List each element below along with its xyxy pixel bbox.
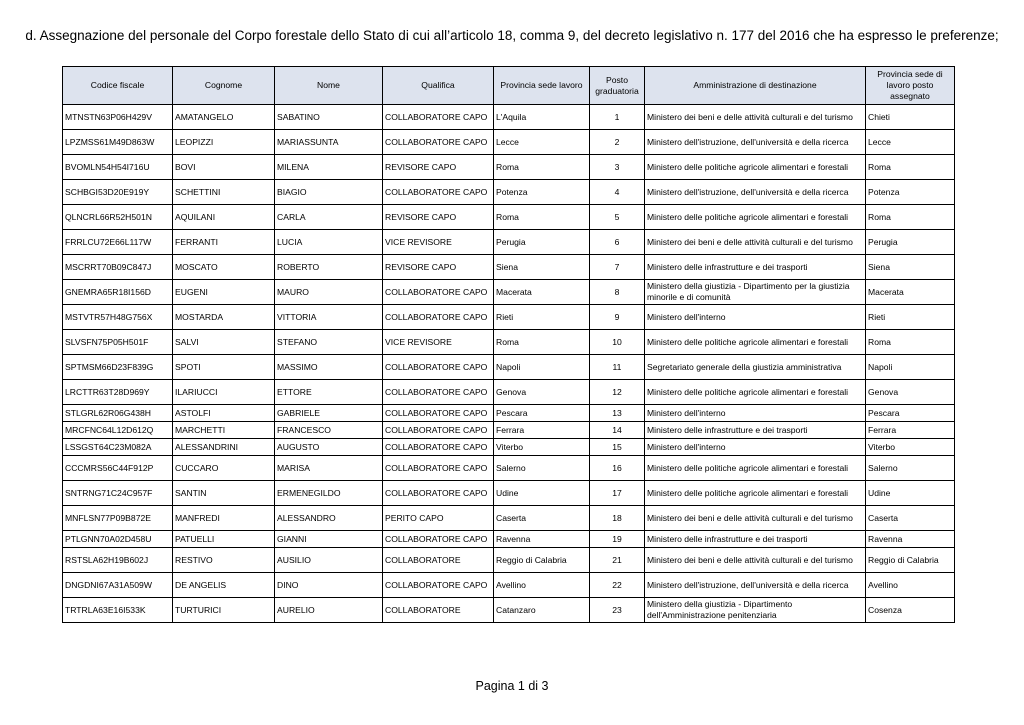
cell-posto-graduatoria: 15 bbox=[590, 439, 645, 456]
cell-qualifica: COLLABORATORE CAPO bbox=[383, 573, 494, 598]
cell-posto-graduatoria: 6 bbox=[590, 230, 645, 255]
cell-amministrazione: Ministero della giustizia - Dipartimento per la giustizia minorile e di comunità bbox=[645, 280, 866, 305]
cell-codice-fiscale: LSSGST64C23M082A bbox=[63, 439, 173, 456]
cell-amministrazione: Ministero dei beni e delle attività culturali e del turismo bbox=[645, 506, 866, 531]
cell-provincia-sede-lavoro: Roma bbox=[494, 155, 590, 180]
cell-qualifica: REVISORE CAPO bbox=[383, 205, 494, 230]
cell-provincia-sede-lavoro: L'Aquila bbox=[494, 105, 590, 130]
cell-cognome: SANTIN bbox=[173, 481, 275, 506]
header-nome: Nome bbox=[275, 67, 383, 105]
cell-provincia-posto-assegnato: Roma bbox=[866, 205, 955, 230]
cell-cognome: MANFREDI bbox=[173, 506, 275, 531]
cell-amministrazione: Ministero delle politiche agricole alimentari e forestali bbox=[645, 380, 866, 405]
cell-nome: SABATINO bbox=[275, 105, 383, 130]
header-qualifica: Qualifica bbox=[383, 67, 494, 105]
cell-qualifica: COLLABORATORE CAPO bbox=[383, 380, 494, 405]
cell-codice-fiscale: MSTVTR57H48G756X bbox=[63, 305, 173, 330]
cell-cognome: MOSCATO bbox=[173, 255, 275, 280]
cell-nome: CARLA bbox=[275, 205, 383, 230]
cell-provincia-sede-lavoro: Ravenna bbox=[494, 531, 590, 548]
cell-codice-fiscale: STLGRL62R06G438H bbox=[63, 405, 173, 422]
cell-provincia-posto-assegnato: Rieti bbox=[866, 305, 955, 330]
cell-posto-graduatoria: 19 bbox=[590, 531, 645, 548]
cell-codice-fiscale: SPTMSM66D23F839G bbox=[63, 355, 173, 380]
cell-provincia-posto-assegnato: Perugia bbox=[866, 230, 955, 255]
cell-codice-fiscale: SCHBGI53D20E919Y bbox=[63, 180, 173, 205]
assignment-table bbox=[62, 66, 955, 623]
cell-codice-fiscale: LRCTTR63T28D969Y bbox=[63, 380, 173, 405]
header-posto-graduatoria: Posto graduatoria bbox=[590, 67, 645, 105]
cell-amministrazione: Ministero dei beni e delle attività culturali e del turismo bbox=[645, 548, 866, 573]
cell-qualifica: COLLABORATORE CAPO bbox=[383, 180, 494, 205]
cell-amministrazione: Ministero dell'istruzione, dell'università e della ricerca bbox=[645, 180, 866, 205]
cell-posto-graduatoria: 1 bbox=[590, 105, 645, 130]
cell-qualifica: COLLABORATORE CAPO bbox=[383, 531, 494, 548]
cell-provincia-posto-assegnato: Chieti bbox=[866, 105, 955, 130]
cell-nome: GIANNI bbox=[275, 531, 383, 548]
cell-nome: MARISA bbox=[275, 456, 383, 481]
cell-provincia-sede-lavoro: Pescara bbox=[494, 405, 590, 422]
table-body bbox=[63, 105, 955, 623]
table-row bbox=[63, 405, 955, 422]
cell-provincia-posto-assegnato: Roma bbox=[866, 155, 955, 180]
cell-provincia-sede-lavoro: Catanzaro bbox=[494, 598, 590, 623]
cell-amministrazione: Ministero delle politiche agricole alimentari e forestali bbox=[645, 456, 866, 481]
table-row bbox=[63, 598, 955, 623]
cell-provincia-posto-assegnato: Caserta bbox=[866, 506, 955, 531]
table-row bbox=[63, 280, 955, 305]
cell-cognome: FERRANTI bbox=[173, 230, 275, 255]
cell-codice-fiscale: TRTRLA63E16I533K bbox=[63, 598, 173, 623]
cell-qualifica: COLLABORATORE CAPO bbox=[383, 305, 494, 330]
table-header-row bbox=[63, 67, 955, 105]
table-row bbox=[63, 531, 955, 548]
table-row bbox=[63, 230, 955, 255]
cell-amministrazione: Ministero dell'istruzione, dell'università e della ricerca bbox=[645, 130, 866, 155]
cell-cognome: EUGENI bbox=[173, 280, 275, 305]
cell-posto-graduatoria: 7 bbox=[590, 255, 645, 280]
cell-amministrazione: Ministero delle politiche agricole alimentari e forestali bbox=[645, 330, 866, 355]
cell-posto-graduatoria: 21 bbox=[590, 548, 645, 573]
table-row bbox=[63, 506, 955, 531]
cell-cognome: SPOTI bbox=[173, 355, 275, 380]
cell-posto-graduatoria: 22 bbox=[590, 573, 645, 598]
table-row bbox=[63, 330, 955, 355]
cell-codice-fiscale: MSCRRT70B09C847J bbox=[63, 255, 173, 280]
cell-nome: MAURO bbox=[275, 280, 383, 305]
cell-amministrazione: Segretariato generale della giustizia amministrativa bbox=[645, 355, 866, 380]
cell-qualifica: COLLABORATORE bbox=[383, 548, 494, 573]
cell-posto-graduatoria: 23 bbox=[590, 598, 645, 623]
cell-cognome: AQUILANI bbox=[173, 205, 275, 230]
cell-qualifica: COLLABORATORE CAPO bbox=[383, 439, 494, 456]
cell-nome: MILENA bbox=[275, 155, 383, 180]
cell-cognome: MARCHETTI bbox=[173, 422, 275, 439]
cell-posto-graduatoria: 18 bbox=[590, 506, 645, 531]
cell-codice-fiscale: QLNCRL66R52H501N bbox=[63, 205, 173, 230]
cell-provincia-posto-assegnato: Lecce bbox=[866, 130, 955, 155]
header-codice-fiscale: Codice fiscale bbox=[63, 67, 173, 105]
cell-cognome: RESTIVO bbox=[173, 548, 275, 573]
cell-provincia-sede-lavoro: Potenza bbox=[494, 180, 590, 205]
cell-provincia-sede-lavoro: Reggio di Calabria bbox=[494, 548, 590, 573]
cell-qualifica: COLLABORATORE CAPO bbox=[383, 405, 494, 422]
cell-posto-graduatoria: 9 bbox=[590, 305, 645, 330]
cell-qualifica: COLLABORATORE CAPO bbox=[383, 355, 494, 380]
cell-provincia-posto-assegnato: Reggio di Calabria bbox=[866, 548, 955, 573]
cell-posto-graduatoria: 12 bbox=[590, 380, 645, 405]
cell-amministrazione: Ministero delle politiche agricole alimentari e forestali bbox=[645, 205, 866, 230]
cell-qualifica: COLLABORATORE CAPO bbox=[383, 481, 494, 506]
cell-posto-graduatoria: 13 bbox=[590, 405, 645, 422]
cell-provincia-sede-lavoro: Macerata bbox=[494, 280, 590, 305]
table-row bbox=[63, 355, 955, 380]
cell-posto-graduatoria: 5 bbox=[590, 205, 645, 230]
cell-qualifica: VICE REVISORE bbox=[383, 230, 494, 255]
cell-nome: LUCIA bbox=[275, 230, 383, 255]
cell-provincia-posto-assegnato: Siena bbox=[866, 255, 955, 280]
cell-provincia-sede-lavoro: Napoli bbox=[494, 355, 590, 380]
cell-amministrazione: Ministero della giustizia - Dipartimento dell'Amministrazione penitenziaria bbox=[645, 598, 866, 623]
cell-provincia-posto-assegnato: Genova bbox=[866, 380, 955, 405]
cell-codice-fiscale: DNGDNI67A31A509W bbox=[63, 573, 173, 598]
cell-amministrazione: Ministero dei beni e delle attività culturali e del turismo bbox=[645, 230, 866, 255]
cell-amministrazione: Ministero delle politiche agricole alimentari e forestali bbox=[645, 155, 866, 180]
cell-provincia-sede-lavoro: Roma bbox=[494, 205, 590, 230]
table-row bbox=[63, 481, 955, 506]
table-row bbox=[63, 573, 955, 598]
table-row bbox=[63, 105, 955, 130]
cell-amministrazione: Ministero delle infrastrutture e dei trasporti bbox=[645, 255, 866, 280]
table-row bbox=[63, 205, 955, 230]
cell-provincia-posto-assegnato: Macerata bbox=[866, 280, 955, 305]
cell-qualifica: COLLABORATORE CAPO bbox=[383, 456, 494, 481]
cell-provincia-sede-lavoro: Udine bbox=[494, 481, 590, 506]
table-row bbox=[63, 422, 955, 439]
cell-codice-fiscale: CCCMRS56C44F912P bbox=[63, 456, 173, 481]
cell-provincia-sede-lavoro: Roma bbox=[494, 330, 590, 355]
table-row bbox=[63, 439, 955, 456]
cell-qualifica: PERITO CAPO bbox=[383, 506, 494, 531]
cell-posto-graduatoria: 2 bbox=[590, 130, 645, 155]
table-row bbox=[63, 180, 955, 205]
cell-qualifica: COLLABORATORE CAPO bbox=[383, 105, 494, 130]
cell-provincia-posto-assegnato: Napoli bbox=[866, 355, 955, 380]
cell-qualifica: REVISORE CAPO bbox=[383, 155, 494, 180]
cell-provincia-posto-assegnato: Viterbo bbox=[866, 439, 955, 456]
cell-codice-fiscale: SLVSFN75P05H501F bbox=[63, 330, 173, 355]
cell-codice-fiscale: MRCFNC64L12D612Q bbox=[63, 422, 173, 439]
cell-provincia-sede-lavoro: Caserta bbox=[494, 506, 590, 531]
cell-qualifica: COLLABORATORE bbox=[383, 598, 494, 623]
header-provincia-posto-assegnato: Provincia sede di lavoro posto assegnato bbox=[866, 67, 955, 105]
cell-posto-graduatoria: 16 bbox=[590, 456, 645, 481]
cell-provincia-sede-lavoro: Perugia bbox=[494, 230, 590, 255]
header-provincia-sede-lavoro: Provincia sede lavoro bbox=[494, 67, 590, 105]
cell-amministrazione: Ministero dei beni e delle attività culturali e del turismo bbox=[645, 105, 866, 130]
cell-cognome: LEOPIZZI bbox=[173, 130, 275, 155]
cell-codice-fiscale: MTNSTN63P06H429V bbox=[63, 105, 173, 130]
cell-provincia-posto-assegnato: Potenza bbox=[866, 180, 955, 205]
cell-cognome: CUCCARO bbox=[173, 456, 275, 481]
cell-provincia-posto-assegnato: Avellino bbox=[866, 573, 955, 598]
header-cognome: Cognome bbox=[173, 67, 275, 105]
cell-codice-fiscale: RSTSLA62H19B602J bbox=[63, 548, 173, 573]
cell-nome: STEFANO bbox=[275, 330, 383, 355]
table-row bbox=[63, 305, 955, 330]
cell-amministrazione: Ministero delle politiche agricole alimentari e forestali bbox=[645, 481, 866, 506]
cell-codice-fiscale: PTLGNN70A02D458U bbox=[63, 531, 173, 548]
cell-codice-fiscale: BVOMLN54H54I716U bbox=[63, 155, 173, 180]
cell-nome: ALESSANDRO bbox=[275, 506, 383, 531]
cell-qualifica: VICE REVISORE bbox=[383, 330, 494, 355]
cell-nome: VITTORIA bbox=[275, 305, 383, 330]
cell-nome: AURELIO bbox=[275, 598, 383, 623]
cell-qualifica: COLLABORATORE CAPO bbox=[383, 280, 494, 305]
cell-provincia-posto-assegnato: Cosenza bbox=[866, 598, 955, 623]
cell-amministrazione: Ministero delle infrastrutture e dei trasporti bbox=[645, 422, 866, 439]
cell-posto-graduatoria: 10 bbox=[590, 330, 645, 355]
cell-provincia-posto-assegnato: Pescara bbox=[866, 405, 955, 422]
cell-nome: ROBERTO bbox=[275, 255, 383, 280]
table-row bbox=[63, 548, 955, 573]
cell-provincia-sede-lavoro: Avellino bbox=[494, 573, 590, 598]
cell-provincia-posto-assegnato: Salerno bbox=[866, 456, 955, 481]
cell-qualifica: COLLABORATORE CAPO bbox=[383, 130, 494, 155]
cell-provincia-sede-lavoro: Genova bbox=[494, 380, 590, 405]
cell-cognome: DE ANGELIS bbox=[173, 573, 275, 598]
cell-codice-fiscale: GNEMRA65R18I156D bbox=[63, 280, 173, 305]
cell-provincia-sede-lavoro: Lecce bbox=[494, 130, 590, 155]
cell-cognome: PATUELLI bbox=[173, 531, 275, 548]
cell-nome: MARIASSUNTA bbox=[275, 130, 383, 155]
cell-nome: ERMENEGILDO bbox=[275, 481, 383, 506]
cell-nome: FRANCESCO bbox=[275, 422, 383, 439]
cell-posto-graduatoria: 3 bbox=[590, 155, 645, 180]
cell-cognome: SCHETTINI bbox=[173, 180, 275, 205]
cell-codice-fiscale: FRRLCU72E66L117W bbox=[63, 230, 173, 255]
cell-posto-graduatoria: 14 bbox=[590, 422, 645, 439]
cell-nome: BIAGIO bbox=[275, 180, 383, 205]
cell-provincia-posto-assegnato: Ravenna bbox=[866, 531, 955, 548]
cell-provincia-posto-assegnato: Udine bbox=[866, 481, 955, 506]
cell-cognome: ALESSANDRINI bbox=[173, 439, 275, 456]
table-row bbox=[63, 380, 955, 405]
cell-provincia-sede-lavoro: Ferrara bbox=[494, 422, 590, 439]
cell-posto-graduatoria: 8 bbox=[590, 280, 645, 305]
cell-cognome: AMATANGELO bbox=[173, 105, 275, 130]
cell-posto-graduatoria: 17 bbox=[590, 481, 645, 506]
cell-posto-graduatoria: 4 bbox=[590, 180, 645, 205]
table-row bbox=[63, 456, 955, 481]
table-row bbox=[63, 155, 955, 180]
cell-codice-fiscale: LPZMSS61M49D863W bbox=[63, 130, 173, 155]
cell-provincia-sede-lavoro: Siena bbox=[494, 255, 590, 280]
cell-qualifica: REVISORE CAPO bbox=[383, 255, 494, 280]
cell-provincia-posto-assegnato: Roma bbox=[866, 330, 955, 355]
cell-nome: DINO bbox=[275, 573, 383, 598]
cell-cognome: BOVI bbox=[173, 155, 275, 180]
table-row bbox=[63, 130, 955, 155]
cell-cognome: TURTURICI bbox=[173, 598, 275, 623]
cell-amministrazione: Ministero dell'interno bbox=[645, 439, 866, 456]
cell-cognome: SALVI bbox=[173, 330, 275, 355]
table-row bbox=[63, 255, 955, 280]
cell-codice-fiscale: SNTRNG71C24C957F bbox=[63, 481, 173, 506]
cell-posto-graduatoria: 11 bbox=[590, 355, 645, 380]
cell-nome: AUGUSTO bbox=[275, 439, 383, 456]
cell-qualifica: COLLABORATORE CAPO bbox=[383, 422, 494, 439]
cell-amministrazione: Ministero dell'interno bbox=[645, 405, 866, 422]
document-title: d. Assegnazione del personale del Corpo forestale dello Stato di cui all’articolo 18, comma 9, del decreto legislativo n. 177 del 2016 che ha espresso le preferenze; bbox=[25, 28, 999, 43]
cell-amministrazione: Ministero delle infrastrutture e dei trasporti bbox=[645, 531, 866, 548]
cell-nome: AUSILIO bbox=[275, 548, 383, 573]
cell-provincia-sede-lavoro: Salerno bbox=[494, 456, 590, 481]
cell-codice-fiscale: MNFLSN77P09B872E bbox=[63, 506, 173, 531]
cell-provincia-sede-lavoro: Viterbo bbox=[494, 439, 590, 456]
cell-cognome: ILARIUCCI bbox=[173, 380, 275, 405]
cell-provincia-posto-assegnato: Ferrara bbox=[866, 422, 955, 439]
cell-nome: ETTORE bbox=[275, 380, 383, 405]
header-amministrazione: Amministrazione di destinazione bbox=[645, 67, 866, 105]
cell-cognome: MOSTARDA bbox=[173, 305, 275, 330]
cell-amministrazione: Ministero dell'istruzione, dell'università e della ricerca bbox=[645, 573, 866, 598]
page-number: Pagina 1 di 3 bbox=[475, 679, 549, 693]
cell-nome: MASSIMO bbox=[275, 355, 383, 380]
cell-nome: GABRIELE bbox=[275, 405, 383, 422]
cell-cognome: ASTOLFI bbox=[173, 405, 275, 422]
cell-amministrazione: Ministero dell'interno bbox=[645, 305, 866, 330]
cell-provincia-sede-lavoro: Rieti bbox=[494, 305, 590, 330]
